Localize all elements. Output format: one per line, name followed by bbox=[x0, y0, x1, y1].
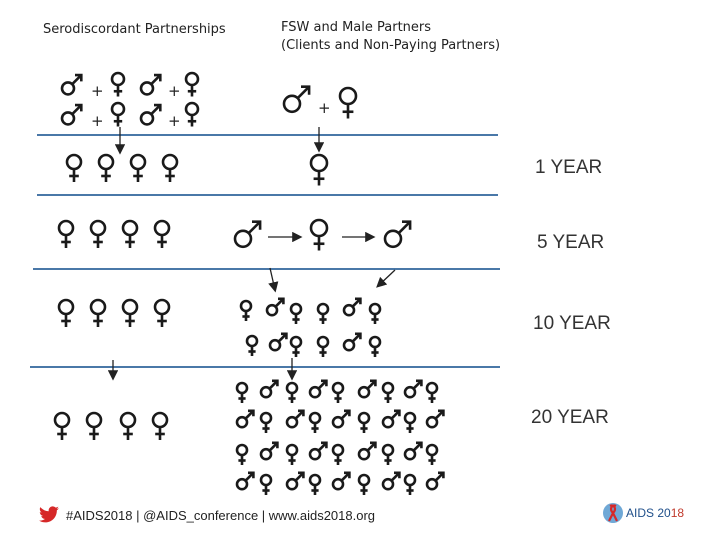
female-symbol-icon bbox=[160, 152, 180, 185]
female-symbol-icon bbox=[330, 380, 346, 406]
female-symbol-icon bbox=[424, 442, 440, 468]
female-symbol-icon bbox=[109, 100, 127, 129]
female-symbol-icon bbox=[238, 298, 254, 324]
plus-sign: + bbox=[318, 99, 331, 117]
female-symbol-icon bbox=[402, 410, 418, 436]
female-symbol-icon bbox=[84, 410, 104, 443]
red-ribbon-icon bbox=[600, 501, 626, 525]
female-symbol-icon bbox=[258, 472, 274, 498]
female-symbol-icon bbox=[109, 70, 127, 99]
plus-sign: + bbox=[91, 82, 104, 100]
aids2018-logo bbox=[600, 501, 684, 525]
male-symbol-icon bbox=[281, 84, 314, 117]
female-symbol-icon bbox=[150, 410, 170, 443]
female-symbol-icon bbox=[424, 380, 440, 406]
plus-sign: + bbox=[168, 82, 181, 100]
female-symbol-icon bbox=[88, 297, 108, 330]
footer bbox=[38, 506, 375, 524]
female-symbol-icon bbox=[244, 333, 260, 359]
male-symbol-icon bbox=[234, 471, 257, 494]
female-symbol-icon bbox=[315, 334, 331, 360]
male-symbol-icon bbox=[59, 103, 85, 129]
year-label-1: 1 YEAR bbox=[535, 157, 603, 178]
male-symbol-icon bbox=[424, 471, 447, 494]
female-symbol-icon bbox=[308, 217, 330, 253]
female-symbol-icon bbox=[337, 85, 359, 121]
male-symbol-icon bbox=[356, 441, 379, 464]
female-symbol-icon bbox=[367, 301, 383, 327]
male-symbol-icon bbox=[267, 332, 290, 355]
female-symbol-icon bbox=[356, 472, 372, 498]
left-column-header: Serodiscordant Partnerships bbox=[43, 22, 226, 37]
female-symbol-icon bbox=[356, 410, 372, 436]
male-symbol-icon bbox=[264, 297, 287, 320]
plus-sign: + bbox=[168, 112, 181, 130]
arrow-diagonal-left bbox=[270, 268, 275, 290]
female-symbol-icon bbox=[183, 70, 201, 99]
footer-text: #AIDS2018 | @AIDS_conference | www.aids2018.org bbox=[66, 507, 376, 523]
male-symbol-icon bbox=[258, 379, 281, 402]
male-symbol-icon bbox=[330, 409, 353, 432]
male-symbol-icon bbox=[307, 379, 330, 402]
female-symbol-icon bbox=[288, 334, 304, 360]
male-symbol-icon bbox=[138, 73, 164, 99]
arrow-diagonal-right bbox=[378, 270, 395, 286]
female-symbol-icon bbox=[258, 410, 274, 436]
male-symbol-icon bbox=[59, 73, 85, 99]
male-symbol-icon bbox=[341, 332, 364, 355]
male-symbol-icon bbox=[330, 471, 353, 494]
female-symbol-icon bbox=[284, 442, 300, 468]
male-symbol-icon bbox=[138, 103, 164, 129]
female-symbol-icon bbox=[88, 218, 108, 251]
female-symbol-icon bbox=[380, 380, 396, 406]
right-header-line-1: FSW and Male Partners bbox=[281, 20, 432, 35]
female-symbol-icon bbox=[96, 152, 116, 185]
female-symbol-icon bbox=[118, 410, 138, 443]
male-symbol-icon bbox=[284, 409, 307, 432]
male-symbol-icon bbox=[402, 441, 425, 464]
female-symbol-icon bbox=[315, 301, 331, 327]
male-symbol-icon bbox=[424, 409, 447, 432]
male-symbol-icon bbox=[284, 471, 307, 494]
female-symbol-icon bbox=[56, 297, 76, 330]
male-symbol-icon bbox=[232, 219, 265, 252]
female-symbol-icon bbox=[288, 301, 304, 327]
female-symbol-icon bbox=[402, 472, 418, 498]
female-symbol-icon bbox=[380, 442, 396, 468]
male-symbol-icon bbox=[356, 379, 379, 402]
logo-text: AIDS 2018 bbox=[626, 506, 685, 520]
right-header-line-2: (Clients and Non-Paying Partners) bbox=[281, 38, 501, 53]
female-symbol-icon bbox=[308, 152, 330, 188]
plus-sign: + bbox=[91, 112, 104, 130]
male-symbol-icon bbox=[402, 379, 425, 402]
year-label-20: 20 YEAR bbox=[531, 407, 609, 428]
male-symbol-icon bbox=[341, 297, 364, 320]
female-symbol-icon bbox=[152, 297, 172, 330]
female-symbol-icon bbox=[120, 218, 140, 251]
female-symbol-icon bbox=[284, 380, 300, 406]
male-symbol-icon bbox=[307, 441, 330, 464]
female-symbol-icon bbox=[367, 334, 383, 360]
female-symbol-icon bbox=[234, 380, 250, 406]
female-symbol-icon bbox=[64, 152, 84, 185]
female-symbol-icon bbox=[52, 410, 72, 443]
male-symbol-icon bbox=[380, 471, 403, 494]
year-label-5: 5 YEAR bbox=[537, 232, 605, 253]
male-symbol-icon bbox=[234, 409, 257, 432]
year-label-10: 10 YEAR bbox=[533, 313, 611, 334]
female-symbol-icon bbox=[307, 410, 323, 436]
twitter-bird-icon bbox=[38, 506, 60, 524]
male-symbol-icon bbox=[380, 409, 403, 432]
female-symbol-icon bbox=[128, 152, 148, 185]
male-symbol-icon bbox=[258, 441, 281, 464]
male-symbol-icon bbox=[382, 219, 415, 252]
female-symbol-icon bbox=[56, 218, 76, 251]
female-symbol-icon bbox=[120, 297, 140, 330]
female-symbol-icon bbox=[152, 218, 172, 251]
female-symbol-icon bbox=[307, 472, 323, 498]
female-symbol-icon bbox=[330, 442, 346, 468]
female-symbol-icon bbox=[234, 442, 250, 468]
female-symbol-icon bbox=[183, 100, 201, 129]
